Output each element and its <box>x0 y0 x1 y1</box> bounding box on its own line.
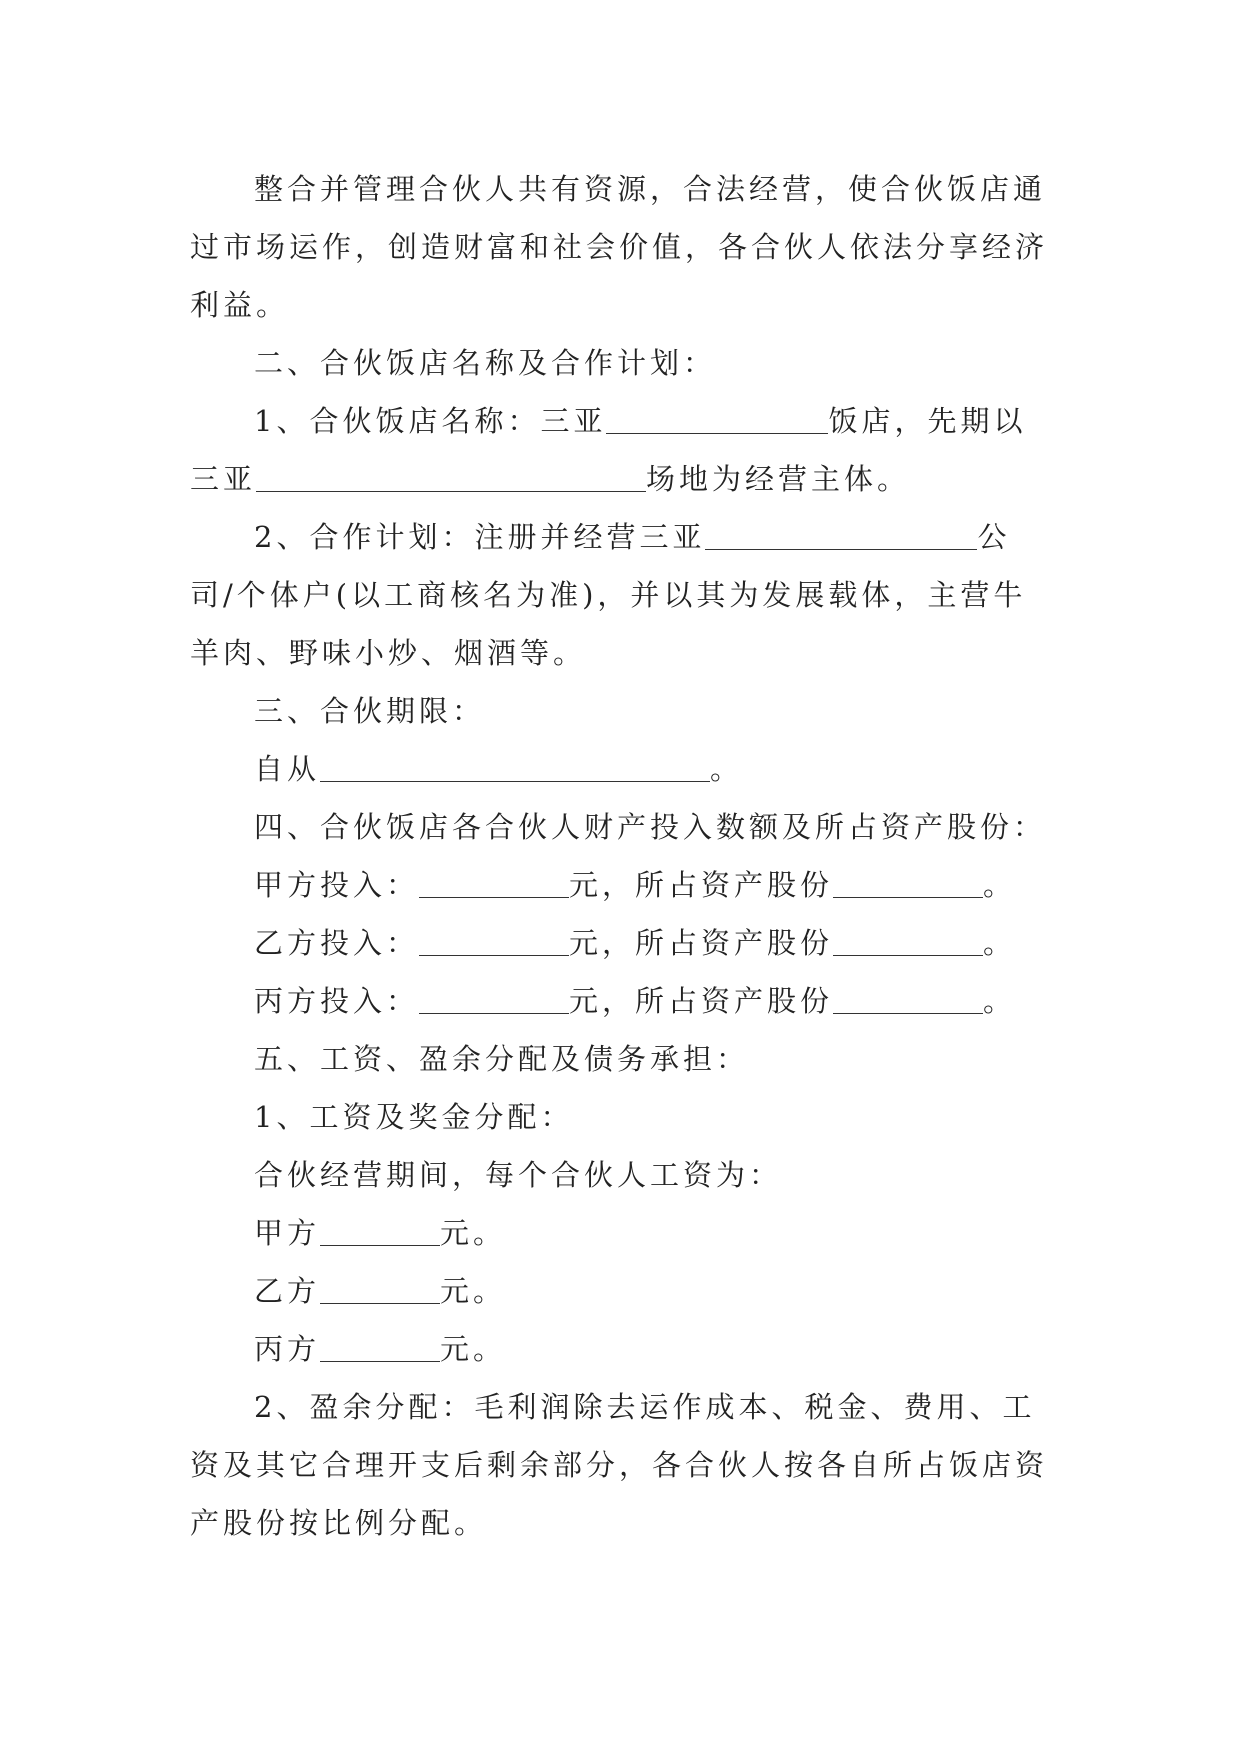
text: 三、合伙期限： <box>254 694 486 728</box>
text: 场地为经营主体。 <box>646 462 911 496</box>
paragraph-line <box>190 1494 1050 1552</box>
party-b-salary-blank[interactable] <box>320 1273 440 1304</box>
text: 利益。 <box>190 288 290 322</box>
investment-line <box>190 914 1050 972</box>
text: 饭店，先期以 <box>828 404 1027 438</box>
text: 产股份按比例分配。 <box>190 1506 488 1540</box>
paragraph-line <box>190 1436 1050 1494</box>
paragraph-line <box>190 508 1050 566</box>
investment-line <box>190 972 1050 1030</box>
text: 二、合伙饭店名称及合作计划： <box>254 346 717 380</box>
text: 过市场运作，创造财富和社会价值，各合伙人依法分享经济 <box>190 230 1049 264</box>
party-a-share-blank[interactable] <box>833 867 983 898</box>
restaurant-name-blank[interactable] <box>606 403 828 434</box>
party-c-salary-blank[interactable] <box>320 1331 440 1362</box>
text: 。 <box>983 984 1017 1018</box>
paragraph-line <box>190 160 1050 218</box>
text: 甲方 <box>254 1216 321 1250</box>
text: 2、盈余分配：毛利润除去运作成本、税金、费用、工 <box>254 1390 1036 1424</box>
party-a-salary-blank[interactable] <box>320 1215 440 1246</box>
company-name-blank[interactable] <box>705 519 977 550</box>
party-a-investment-blank[interactable] <box>419 867 569 898</box>
paragraph-line <box>190 450 1050 508</box>
text: 元。 <box>440 1216 507 1250</box>
party-b-investment-blank[interactable] <box>419 925 569 956</box>
paragraph-line <box>190 1378 1050 1436</box>
paragraph-line <box>190 392 1050 450</box>
salary-line <box>190 1262 1050 1320</box>
text: 五、工资、盈余分配及债务承担： <box>254 1042 750 1076</box>
text: 元。 <box>440 1332 507 1366</box>
text: 司/个体户(以工商核名为准)，并以其为发展载体，主营牛 <box>190 578 1027 612</box>
text: 丙方投入： <box>254 984 420 1018</box>
salary-line <box>190 1204 1050 1262</box>
text: 元，所占资产股份 <box>569 926 834 960</box>
section-heading <box>190 1030 1050 1088</box>
text: 合伙经营期间，每个合伙人工资为： <box>254 1158 783 1192</box>
text: 资及其它合理开支后剩余部分，各合伙人按各自所占饭店资 <box>190 1448 1049 1482</box>
text: 1、工资及奖金分配： <box>254 1100 574 1134</box>
text: 整合并管理合伙人共有资源，合法经营，使合伙饭店通 <box>254 172 1047 206</box>
text: 。 <box>983 868 1017 902</box>
text: 元，所占资产股份 <box>569 984 834 1018</box>
party-c-share-blank[interactable] <box>833 983 983 1014</box>
party-b-share-blank[interactable] <box>833 925 983 956</box>
paragraph-line <box>190 1146 1050 1204</box>
section-heading <box>190 798 1050 856</box>
paragraph-line <box>190 566 1050 624</box>
text: 乙方 <box>254 1274 321 1308</box>
text: 乙方投入： <box>254 926 420 960</box>
text: 丙方 <box>254 1332 321 1366</box>
term-blank[interactable] <box>320 751 710 782</box>
text: 公 <box>977 520 1011 554</box>
paragraph-line <box>190 740 1050 798</box>
document-body <box>190 160 1050 1552</box>
text: 。 <box>710 752 744 786</box>
text: 自从 <box>254 752 321 786</box>
venue-blank[interactable] <box>256 461 646 492</box>
text: 四、合伙饭店各合伙人财产投入数额及所占资产股份： <box>254 810 1047 844</box>
text: 羊肉、野味小炒、烟酒等。 <box>190 636 587 670</box>
text: 三亚 <box>190 462 257 496</box>
section-heading <box>190 334 1050 392</box>
paragraph-line <box>190 1088 1050 1146</box>
paragraph-line <box>190 218 1050 276</box>
text: 。 <box>983 926 1017 960</box>
paragraph-line <box>190 624 1050 682</box>
text: 1、合伙饭店名称：三亚 <box>254 404 607 438</box>
text: 元，所占资产股份 <box>569 868 834 902</box>
party-c-investment-blank[interactable] <box>419 983 569 1014</box>
section-heading <box>190 682 1050 740</box>
investment-line <box>190 856 1050 914</box>
text: 元。 <box>440 1274 507 1308</box>
text: 2、合作计划：注册并经营三亚 <box>254 520 706 554</box>
paragraph-line <box>190 276 1050 334</box>
text: 甲方投入： <box>254 868 420 902</box>
salary-line <box>190 1320 1050 1378</box>
